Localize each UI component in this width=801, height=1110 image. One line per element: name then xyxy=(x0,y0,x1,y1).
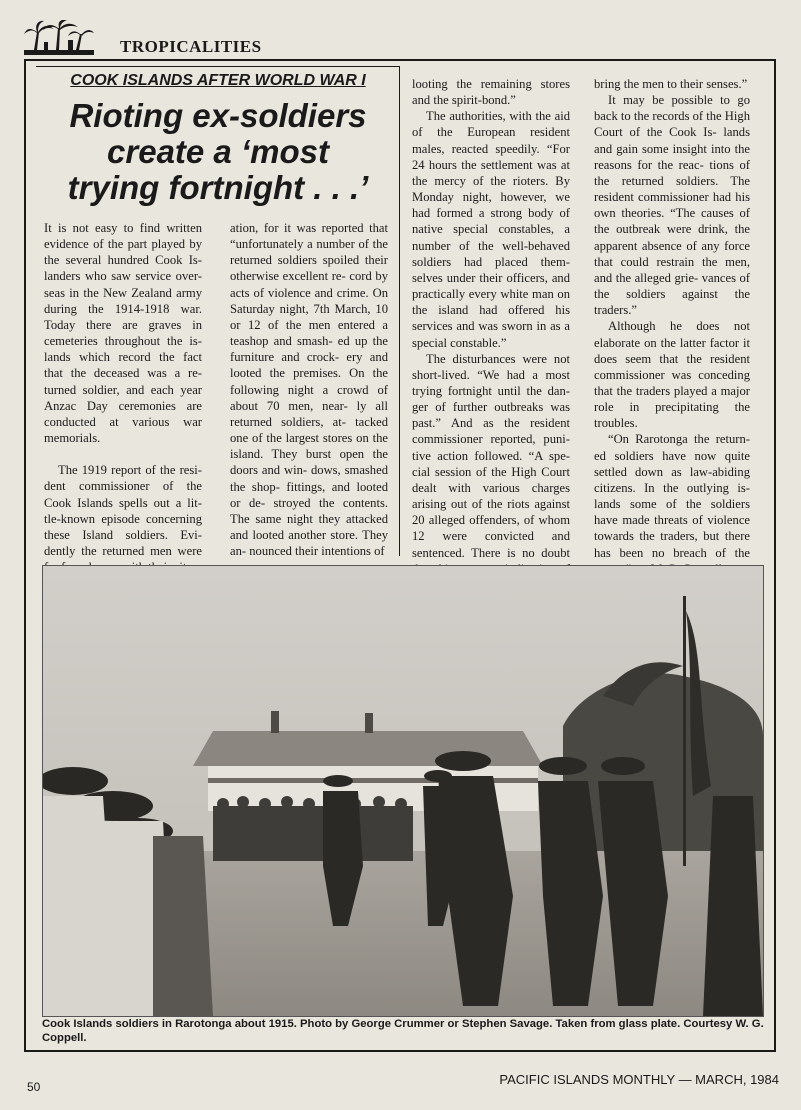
top-rule xyxy=(24,59,776,61)
photo-illustration xyxy=(43,566,763,1016)
column-divider xyxy=(399,66,400,556)
left-rule xyxy=(24,59,26,1052)
paragraph: Although he does not elaborate on the latter factor it does seem that the resident commissioner was conceding that the traders played a major role in precipitating the troubles. xyxy=(594,319,750,431)
paragraph: It is not easy to find written evidence of the part played by the several hundred Cook Is- landers who saw service over- seas in the New Zealand army during the 1914-1918 war. Today there are graves in cemeteries throughout the is- lands which record the fact that the deceased was a re- turned soldier, and each year Anzac Day ceremonies are conducted at various war memorials. xyxy=(44,221,202,446)
article-column-1 xyxy=(44,220,202,575)
headline-box-top xyxy=(36,66,400,67)
right-rule xyxy=(774,59,776,1052)
headline-line-1: Rioting ex-soldiers xyxy=(69,97,367,134)
historical-photo xyxy=(42,565,764,1017)
article-column-4 xyxy=(594,76,750,577)
paragraph: looting the remaining stores and the spirit-bond.” xyxy=(412,77,570,108)
article-kicker: COOK ISLANDS AFTER WORLD WAR I xyxy=(70,72,366,89)
paragraph: ation, for it was reported that “unfortunately a number of the returned soldiers spoiled their otherwise excellent re- cord by acts of violence and crime. On Saturday night, 7th March, 10 or 12 of the men entered a teashop and smash- ed up the furniture and crock- ery and looted the premises. On the following night a crowd of about 70 men, near- ly all returned soldiers, at- tacked one of the largest stores on the island. They burst open the doors and win- dows, smashed the shop- fittings, and looted or de- stroyed the contents. The same night they attacked and looted another store. They an- nounced their intentions of xyxy=(230,221,388,559)
paragraph: The 1919 report of the resi- dent commissioner of the Cook Islands spells out a lit- tle-known episode concerning these Island soldiers. Evi- dently the returned men were xyxy=(44,463,202,558)
paragraph: The disturbances were not short-lived. “We had a most trying fortnight until the dan- ger of further outbreaks was past.” And as the resident commissioner reported, puni- tive action followed. “A spe- cial session of the High Court dealt with various charges arising out of the riots against 20 alleged offenders, of whom 12 were convicted and sentenced. There is no doubt xyxy=(412,351,570,560)
bottom-rule xyxy=(24,1050,776,1052)
photo-caption: Cook Islands soldiers in Rarotonga about 1915. Photo by George Crummer or Stephen Savage. Taken from glass plate. Courtesy W. G. Coppell. xyxy=(42,1018,764,1044)
paragraph-text: “On Rarotonga the return- ed soldiers have now quite settled down as law-abiding citizens. In the outlying is- lands some of the soldiers have made threats of violence towards the traders, but there has been no breach of the xyxy=(594,432,750,560)
section-title: TROPICALITIES xyxy=(120,37,262,56)
headline-line-3: trying fortnight . . .’ xyxy=(67,169,369,206)
paragraph: The authorities, with the aid of the European resident males, reacted speedily. “For 24 hours the settlement was at the mercy of the rioters. By Monday night, however, we had formed a strong body of native special constables, a number of the well-behaved soldiers had placed them- selves under their officers, and practically every white man on the island had offered his services and was sworn in as a special constable.” xyxy=(412,109,570,350)
headline-line-2: create a ‘most xyxy=(107,133,329,170)
paragraph: bring the men to their senses.” xyxy=(594,77,748,91)
paragraph: It may be possible to go back to the records of the High Court of the Cook Is- lands and gain some insight into the reasons for the reac- tions of the returned soldiers. The resident commissioner had his own theories. “The causes of the outbreak were drink, the apparent absence of any force that could restrain the men, and the alleged grie- vances of the soldiers against the traders.” xyxy=(594,93,750,318)
page-number: 50 xyxy=(27,1080,41,1094)
paragraph xyxy=(594,431,750,576)
article-column-2 xyxy=(230,220,388,559)
palm-trees-icon xyxy=(24,20,94,58)
article-headline xyxy=(40,98,396,206)
section-header xyxy=(24,16,776,60)
article-column-3 xyxy=(412,76,570,593)
publication-footer: PACIFIC ISLANDS MONTHLY — MARCH, 1984 xyxy=(499,1072,779,1087)
